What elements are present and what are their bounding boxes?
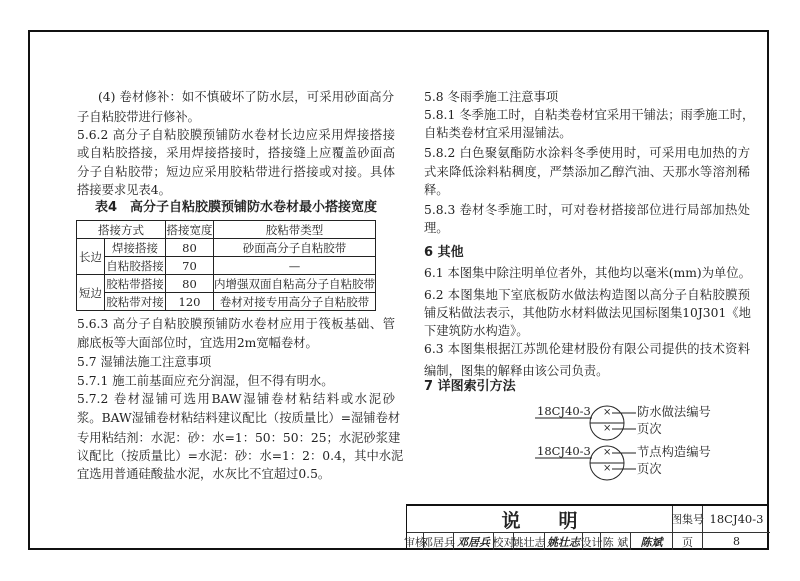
text-line: 浆。BAW湿铺卷材粘结料建议配比（按质量比）=湿铺卷材 — [77, 411, 401, 425]
table-cell: 胶粘带搭接 — [106, 276, 164, 291]
design-label: 设计 — [583, 533, 601, 550]
index-code: 18CJ40-3 — [537, 404, 591, 418]
table-cell: 内增强双面自粘高分子自粘胶带 — [214, 276, 375, 291]
text-line: 自粘类卷材宜采用湿铺法。 — [424, 126, 572, 140]
checker-signature: 姚壮志 — [545, 533, 583, 550]
text-line: 5.7 湿铺法施工注意事项 — [77, 355, 212, 369]
table-cell: 砂面高分子自粘胶带 — [214, 239, 376, 257]
section-heading: 5.8 冬雨季施工注意事项 — [424, 90, 559, 104]
table-cell: 卷材对接专用高分子自粘胶带 — [214, 293, 376, 311]
text-line: 5.8.3 卷材冬季施工时，可对卷材搭接部位进行局部加热处 — [424, 203, 750, 217]
text-line: 5.7.1 施工前基面应充分润湿，但不得有明水。 — [77, 374, 334, 388]
table-cell: 80 — [166, 275, 214, 293]
text-line: 搭接要求见表4。 — [77, 183, 171, 197]
designer-signature: 陈斌 — [631, 533, 673, 550]
table-title: 表4 高分子自粘胶膜预铺防水卷材最小搭接宽度 — [95, 200, 378, 215]
table-cell: 70 — [166, 257, 214, 275]
review-label: 审核 — [407, 533, 424, 550]
text-line: 式来降低涂料粘稠度，严禁添加乙醇汽油、天那水等溶剂稀 — [424, 165, 750, 179]
group-label: 短边 — [77, 275, 105, 311]
checker-name: 姚壮志 — [514, 533, 545, 550]
text-line: 5.6.3 高分子自粘胶膜预铺防水卷材应用于筏板基础、管 — [77, 317, 395, 331]
index-label: 防水做法编号 — [637, 405, 711, 419]
text-line: 廊底板等大面部位时，宜选用2m宽幅卷材。 — [77, 336, 318, 350]
check-label: 校对 — [494, 533, 514, 550]
title-block — [406, 504, 769, 550]
text-line: 6.3 本图集根据江苏凯伦建材股份有限公司提供的技术资料 — [424, 342, 750, 356]
table-cell: 焊接搭接 — [105, 239, 166, 257]
group-label: 长边 — [77, 239, 105, 275]
text-line: 5.7.2 卷材湿铺可选用BAW湿铺卷材粘结料或水泥砂 — [77, 392, 395, 406]
text-line: 议配比（按质量比）=水泥：砂：水=1：2：0.4，其中水泥 — [77, 449, 404, 463]
index-mark: × — [603, 407, 612, 418]
text-line: 编制，图集的解释由该公司负责。 — [424, 364, 609, 378]
index-mark: × — [603, 447, 612, 458]
reviewer-name: 邓居兵 — [424, 533, 454, 550]
table-header: 搭接方式 — [77, 221, 166, 239]
index-code: 18CJ40-3 — [537, 444, 591, 458]
table-header: 胶粘带类型 — [214, 221, 376, 239]
text-line: 分子自粘胶带；短边应采用胶粘带进行搭接或对接。具体 — [77, 165, 395, 179]
index-mark: × — [603, 463, 612, 474]
index-label: 节点构造编号 — [637, 445, 711, 459]
index-label: 页次 — [637, 422, 662, 436]
text-line: 或自粘胶搭接，采用焊接搭接时，搭接缝上应覆盖砂面高 — [77, 146, 395, 160]
atlas-no-label: 图集号 — [673, 506, 703, 533]
page-number: 8 — [733, 535, 740, 548]
table-cell: 自粘胶搭接 — [106, 258, 164, 273]
text-line: 下建筑防水构造》。 — [424, 324, 529, 338]
text-line: 释。 — [424, 183, 449, 197]
table-cell: — — [214, 257, 376, 275]
table-cell: 120 — [166, 293, 214, 311]
section-heading: 7 详图索引方法 — [424, 379, 516, 394]
text-line: 铺反粘做法表示，其他防水材料做法见国标图集10J301《地 — [424, 306, 751, 320]
designer-name: 陈 斌 — [601, 533, 631, 550]
drawing-title: 说 明 — [407, 506, 673, 533]
text-line: 5.6.2 高分子自粘胶膜预铺防水卷材长边应采用焊接搭接 — [77, 128, 395, 142]
text-line-content: (4) 卷材修补：如不慎破坏了防水层，可采用砂面高分 — [98, 90, 394, 104]
text-line: 6.2 本图集地下室底板防水做法构造图以高分子自粘胶膜预 — [424, 288, 750, 302]
section-heading: 6 其他 — [424, 245, 464, 260]
index-label: 页次 — [637, 462, 662, 476]
text-line: 宜选用普通硅酸盐水泥，水灰比不宜超过0.5。 — [77, 467, 331, 481]
text-line: 理。 — [424, 221, 449, 235]
index-mark: × — [603, 423, 612, 434]
reviewer-signature: 邓居兵 — [454, 533, 494, 550]
atlas-no: 18CJ40-3 — [703, 506, 770, 533]
text-line: 子自粘胶带进行修补。 — [77, 110, 200, 124]
text-line: 5.8.2 白色聚氨酯防水涂料冬季使用时，可采用电加热的方 — [424, 146, 750, 160]
text-line: 5.8.1 冬季施工时，自粘类卷材宜采用干铺法；雨季施工时， — [424, 108, 755, 122]
table-cell: 胶粘带对接 — [106, 294, 164, 309]
page-label: 页 — [673, 533, 703, 550]
table-header: 搭接宽度 — [166, 222, 213, 237]
table-cell: 80 — [166, 239, 214, 257]
text-line: 6.1 本图集中除注明单位者外，其他均以毫米(mm)为单位。 — [424, 266, 751, 280]
text-line: 专用粘结剂：水泥：砂：水=1：50：50：25；水泥砂浆建 — [77, 431, 401, 445]
